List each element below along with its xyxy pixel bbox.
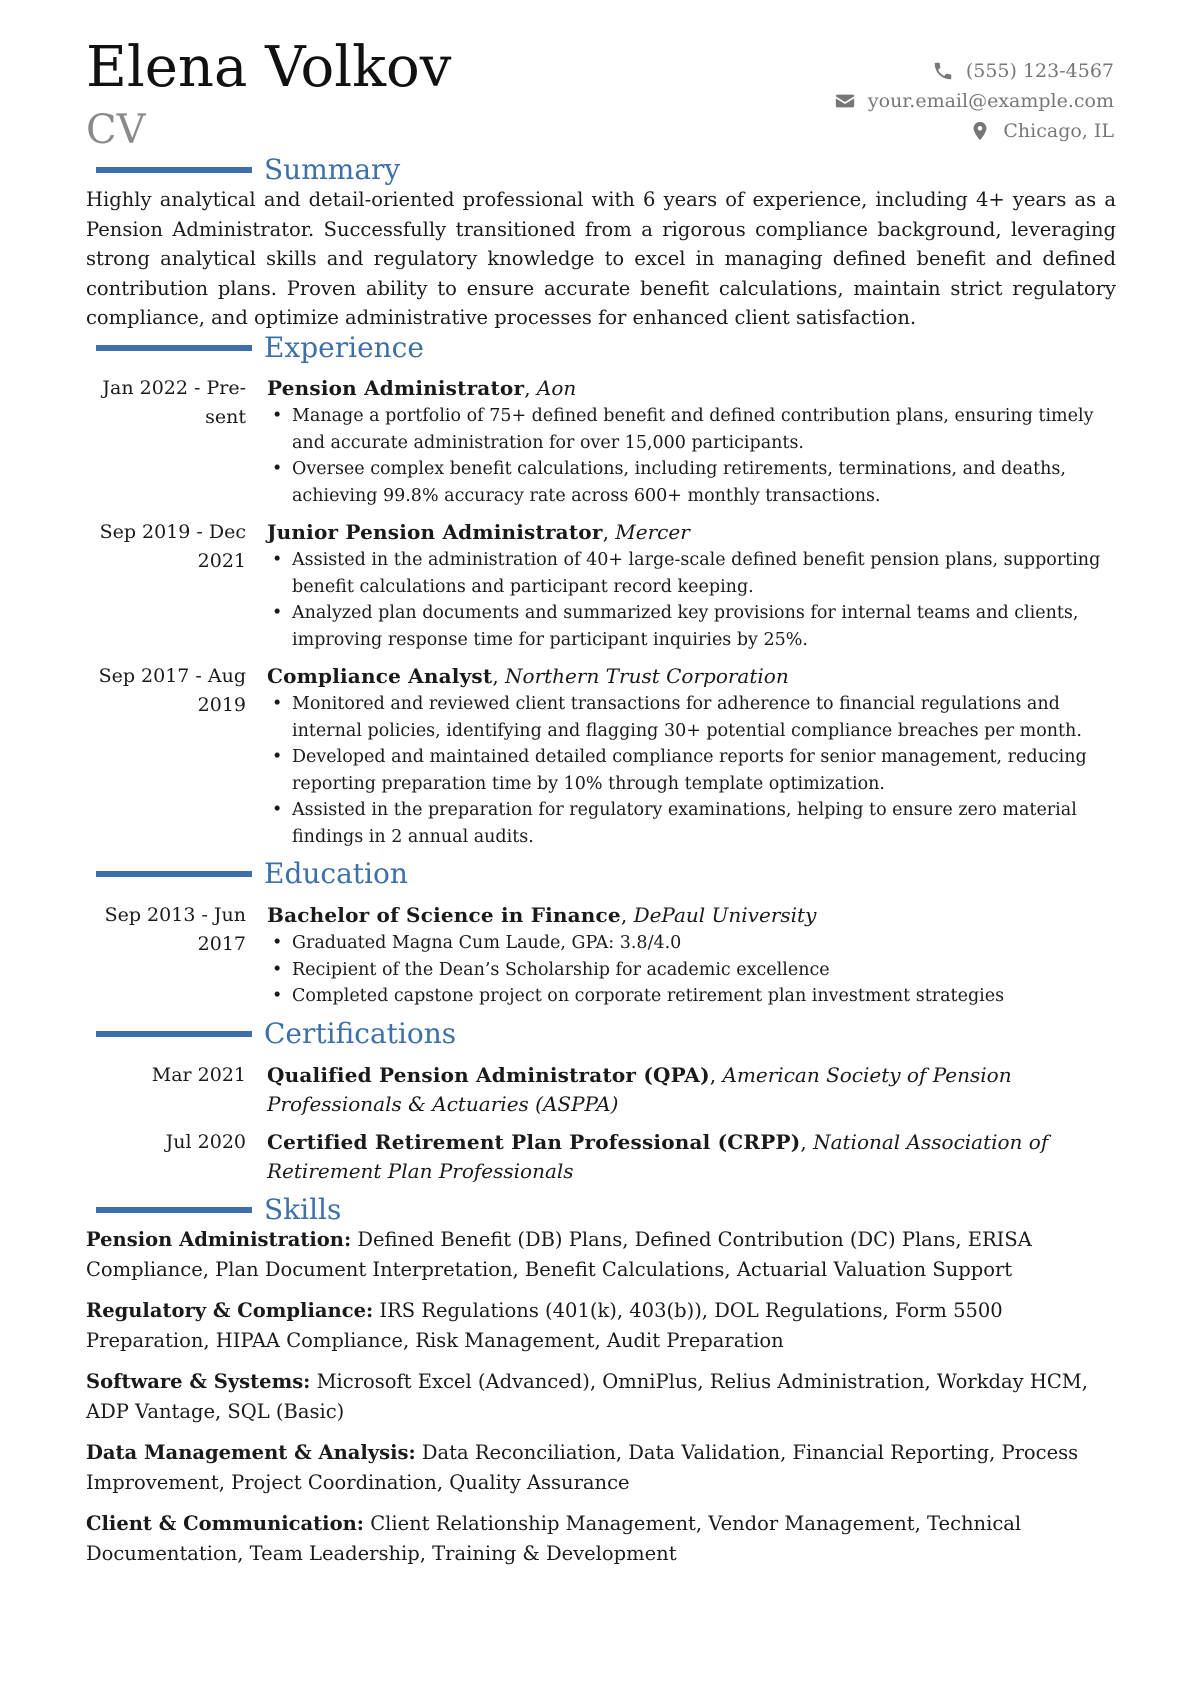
entry-title: Pension Administrator, Aon [267, 376, 577, 400]
section-title: Experience [264, 331, 424, 364]
certification-name: Qualified Pension Administrator (QPA) [267, 1063, 710, 1087]
skill-label: Client & Communication: [86, 1512, 364, 1535]
section-rule [96, 1031, 252, 1037]
contact-location [834, 116, 1114, 146]
entry-date: Sep 2017 - Aug 2019 [98, 665, 246, 716]
bullet-item: • Assisted in the administration of 40+ large-scale defined benefit pension plans, supporting benefit calculations and participant record keeping. [267, 547, 1117, 600]
section-rule [96, 345, 252, 351]
skill-label: Data Management & Analysis: [86, 1441, 416, 1464]
entry-body [267, 662, 1117, 850]
section-title: Skills [264, 1193, 342, 1226]
entry-body [267, 374, 1117, 509]
section-title: Summary [264, 153, 401, 186]
skill-label: Regulatory & Compliance: [86, 1299, 374, 1322]
certification-name: Certified Retirement Plan Professional (CRPP) [267, 1130, 801, 1154]
skill-text: Microsoft Excel (Advanced), OmniPlus, Relius Administration, Workday HCM, ADP Vantage, SQL (Basic) [86, 1370, 1088, 1423]
entry-role: Bachelor of Science in Finance [267, 903, 621, 927]
skill-label: Software & Systems: [86, 1370, 311, 1393]
bullet-item: • Graduated Magna Cum Laude, GPA: 3.8/4.0 [267, 930, 1117, 957]
skill-group [86, 1367, 1116, 1426]
location-text: Chicago, IL [1003, 120, 1114, 142]
skill-label: Pension Administration: [86, 1228, 352, 1251]
entry-date: Jul 2020 [165, 1131, 246, 1153]
skill-group [86, 1225, 1116, 1284]
skill-group [86, 1509, 1116, 1568]
education-heading [96, 857, 408, 890]
phone-text: (555) 123-4567 [965, 60, 1114, 82]
section-rule [96, 1207, 252, 1213]
entry-title: Compliance Analyst, Northern Trust Corporation [267, 664, 789, 688]
section-rule [96, 167, 252, 173]
contact-phone [834, 56, 1114, 86]
certification-org: American Society of Pension Professionals & Actuaries (ASPPA) [267, 1063, 1012, 1116]
entry-bullets [267, 547, 1117, 653]
bullet-item: • Assisted in the preparation for regulatory examinations, helping to ensure zero material findings in 2 annual audits. [267, 797, 1117, 850]
bullet-item: • Oversee complex benefit calculations, including retirements, terminations, and deaths, achieving 99.8% accuracy rate across 600+ monthly transactions. [267, 456, 1117, 509]
bullet-item: • Developed and maintained detailed compliance reports for senior management, reducing reporting preparation time by 10% through template optimization. [267, 744, 1117, 797]
entry-date: Sep 2013 - Jun 2017 [104, 904, 246, 955]
contact-email[interactable] [834, 86, 1114, 116]
experience-heading [96, 331, 424, 364]
entry-role: Compliance Analyst [267, 664, 493, 688]
entry-bullets [267, 691, 1117, 850]
entry-date: Sep 2019 - Dec 2021 [99, 521, 246, 572]
entry-org: Northern Trust Corporation [505, 664, 789, 688]
bullet-item: • Analyzed plan documents and summarized key provisions for internal teams and clients, improving response time for participant inquiries by 25%. [267, 600, 1117, 653]
skills-heading [96, 1193, 342, 1226]
skill-group [86, 1438, 1116, 1497]
entry-bullets [267, 403, 1117, 509]
phone-icon [932, 60, 954, 82]
certifications-heading [96, 1017, 457, 1050]
skill-text: Data Reconciliation, Data Validation, Financial Reporting, Process Improvement, Project Coordination, Quality Assurance [86, 1441, 1079, 1494]
entry-role: Junior Pension Administrator [267, 520, 603, 544]
entry-role: Pension Administrator [267, 376, 525, 400]
entry-date: Jan 2022 - Pre- sent [102, 377, 246, 428]
certification-org: National Association of Retirement Plan Professionals [267, 1130, 1049, 1183]
entry-date: Mar 2021 [151, 1064, 246, 1086]
bullet-item: • Monitored and reviewed client transactions for adherence to financial regulations and internal policies, identifying and flagging 30+ potential compliance breaches per month. [267, 691, 1117, 744]
bullet-item: • Manage a portfolio of 75+ defined benefit and defined contribution plans, ensuring timely and accurate administration for over 15,000 participants. [267, 403, 1117, 456]
email-link[interactable]: your.email@example.com [867, 90, 1114, 112]
entry-body [267, 1061, 1117, 1119]
candidate-name: Elena Volkov [86, 35, 452, 100]
skill-group [86, 1296, 1116, 1355]
entry-bullets [267, 930, 1117, 1010]
skill-text: Client Relationship Management, Vendor Management, Technical Documentation, Team Leadership, Training & Development [86, 1512, 1022, 1565]
entry-title: Bachelor of Science in Finance, DePaul University [267, 903, 817, 927]
entry-body [267, 901, 1117, 1010]
bullet-item: • Recipient of the Dean’s Scholarship for academic excellence [267, 957, 1117, 984]
entry-org: Aon [536, 376, 577, 400]
document-subtitle: CV [86, 107, 146, 153]
section-title: Education [264, 857, 408, 890]
entry-title: Qualified Pension Administrator (QPA), American Society of Pension Professionals & Actuaries (ASPPA) [267, 1063, 1012, 1116]
skill-text: IRS Regulations (401(k), 403(b)), DOL Regulations, Form 5500 Preparation, HIPAA Compliance, Risk Management, Audit Preparation [86, 1299, 1003, 1352]
contact-block [834, 56, 1114, 146]
section-rule [96, 871, 252, 877]
skill-text: Defined Benefit (DB) Plans, Defined Contribution (DC) Plans, ERISA Compliance, Plan Document Interpretation, Benefit Calculations, Actuarial Valuation Support [86, 1228, 1032, 1281]
summary-heading [96, 153, 401, 186]
entry-body [267, 1128, 1117, 1186]
entry-title: Junior Pension Administrator, Mercer [267, 520, 690, 544]
section-title: Certifications [264, 1017, 457, 1050]
entry-org: DePaul University [633, 903, 817, 927]
entry-body [267, 518, 1117, 653]
bullet-item: • Completed capstone project on corporate retirement plan investment strategies [267, 983, 1117, 1010]
entry-org: Mercer [615, 520, 690, 544]
map-marker-icon [969, 120, 991, 142]
envelope-icon [834, 90, 856, 112]
summary-text: Highly analytical and detail-oriented professional with 6 years of experience, including 4+ years as a Pension Administrator. Successfully transitioned from a rigorous compliance background, leveraging strong analytical skills and regulatory knowledge to excel in managing defined benefit and defined contribution plans. Proven ability to ensure accurate benefit calculations, maintain strict regulatory compliance, and optimize administrative processes for enhanced client satisfaction. [86, 188, 1116, 329]
entry-title: Certified Retirement Plan Professional (CRPP), National Association of Retirement Plan Professionals [267, 1130, 1049, 1183]
